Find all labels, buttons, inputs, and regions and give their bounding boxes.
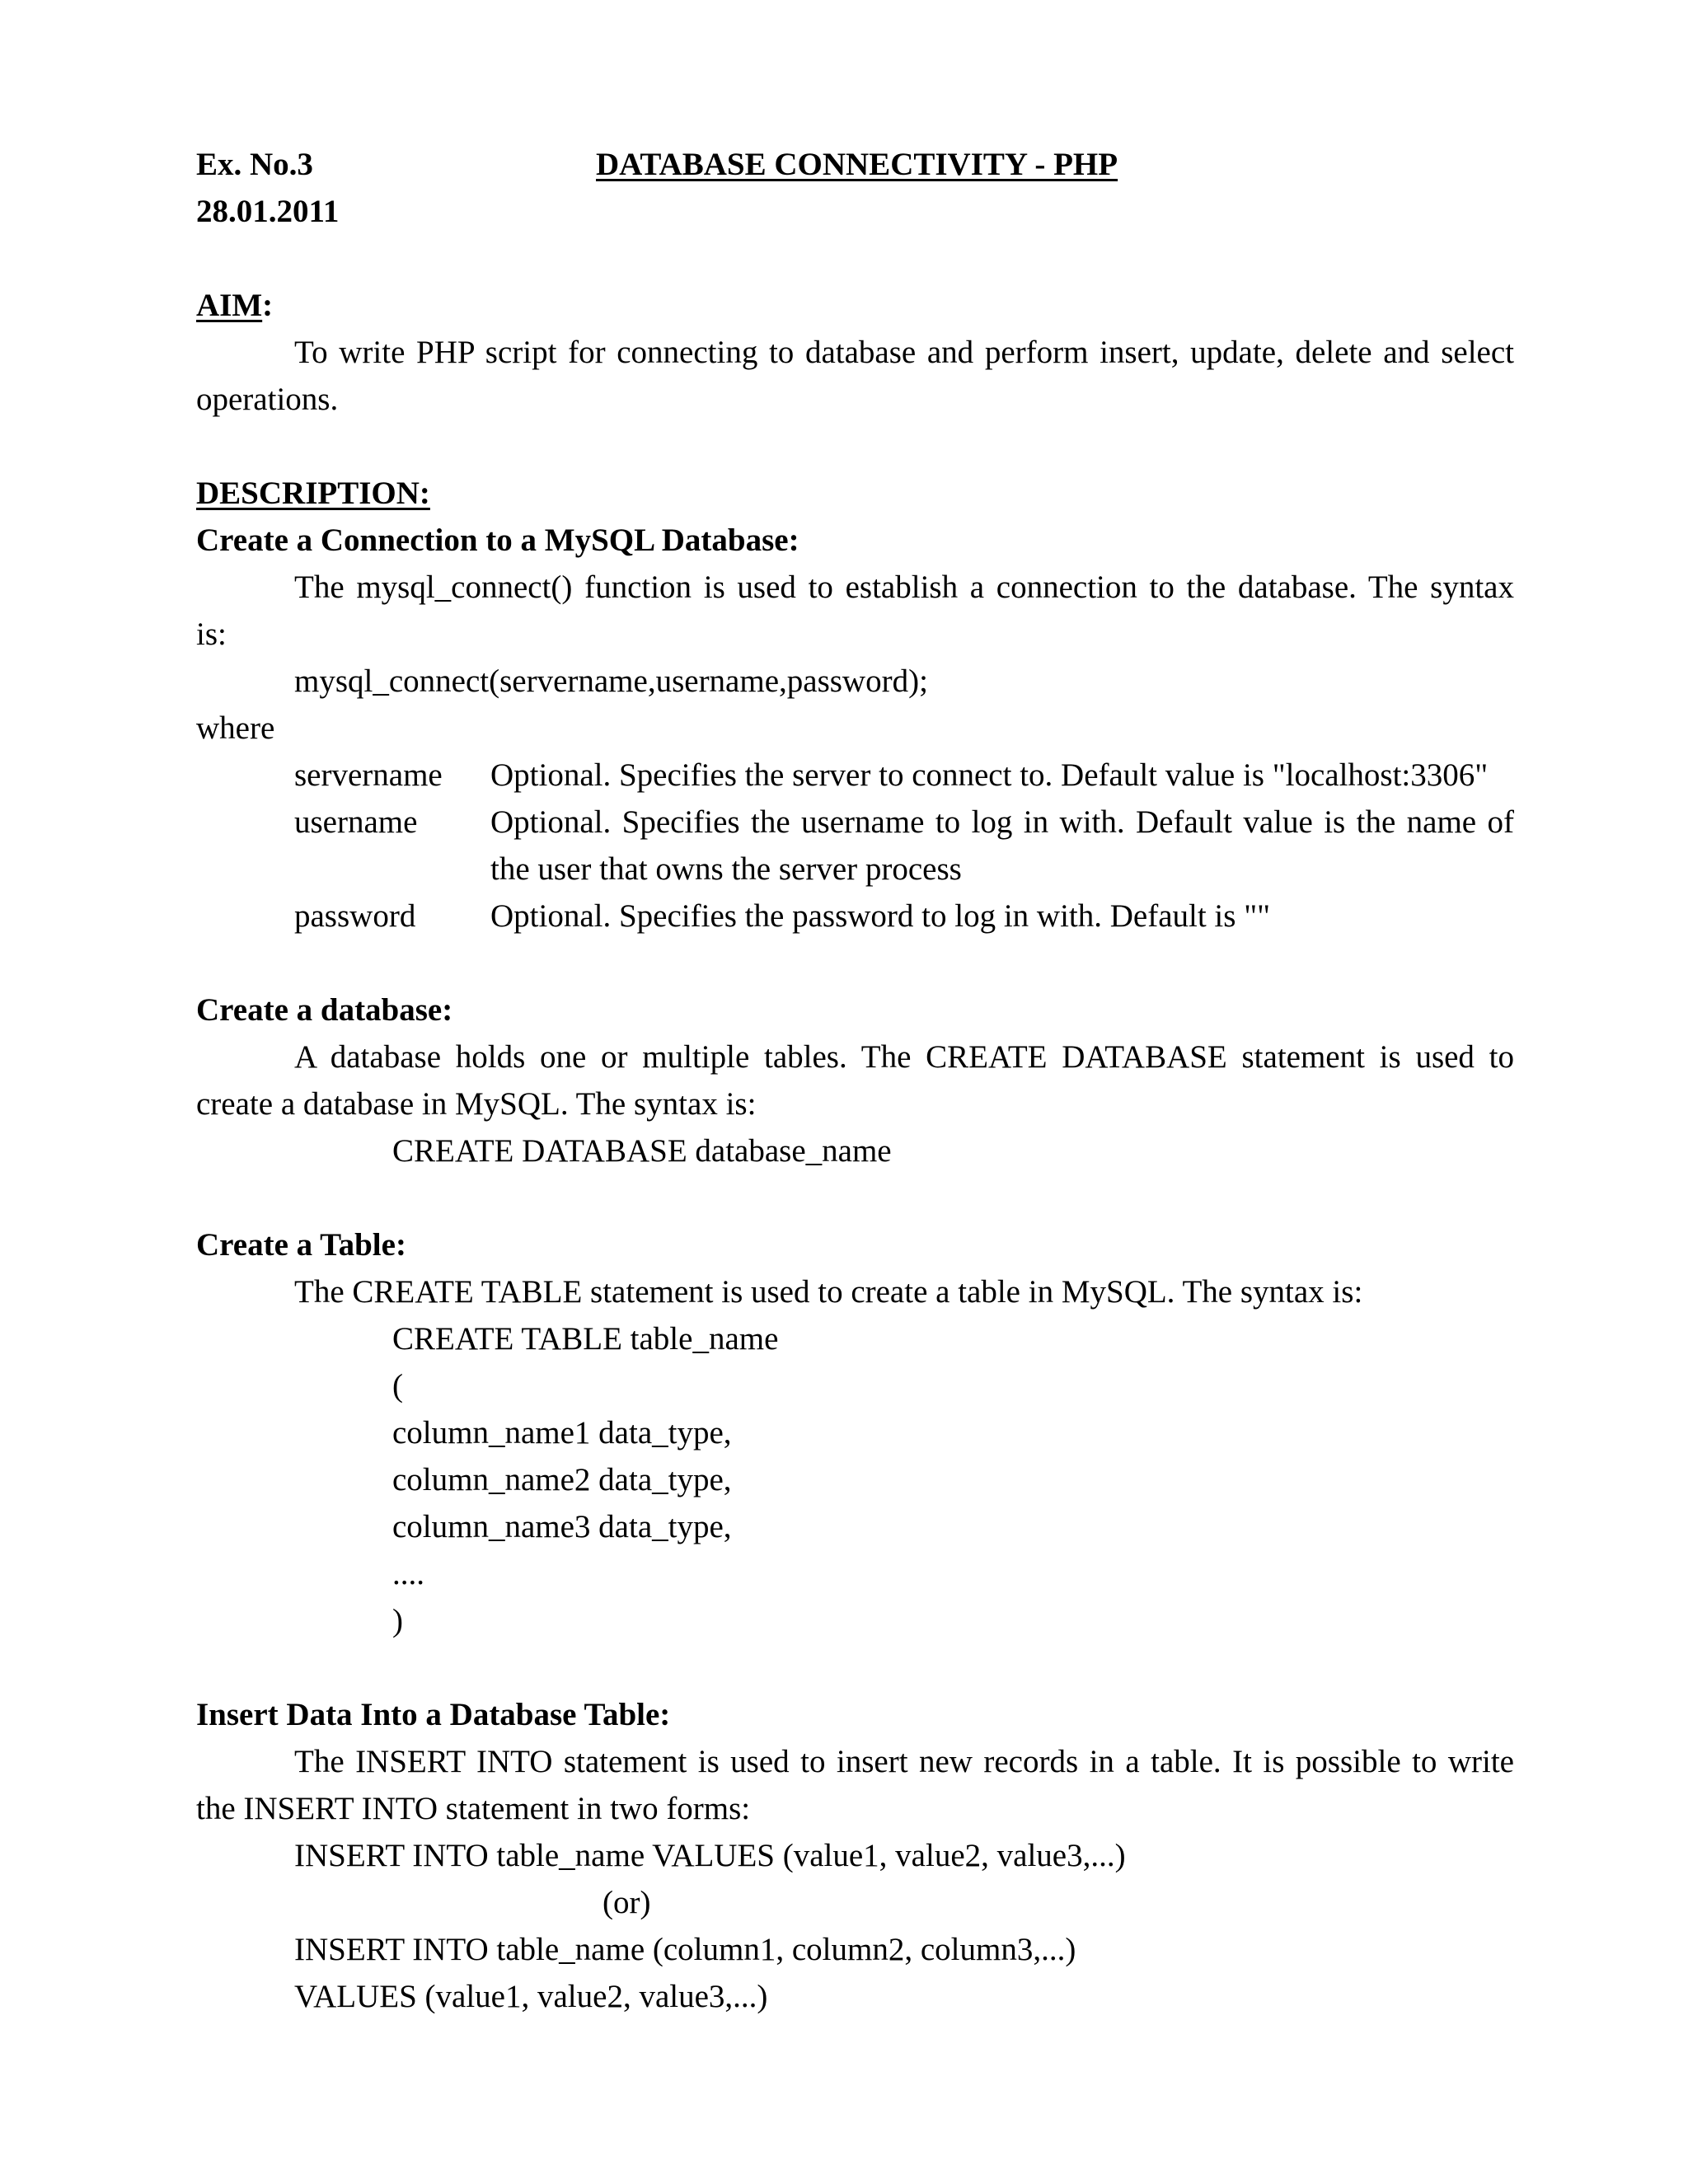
create-table-syntax-line: ( [392,1368,403,1404]
create-table-syntax-line: CREATE TABLE table_name [392,1321,779,1357]
create-table-syntax-line: column_name3 data_type, [392,1509,732,1544]
create-db-text-line1: A database holds one or multiple tables. The CREATE DATABASE statement is used to [294,1039,1514,1075]
param-desc-servername: Optional. Specifies the server to connect to. Default value is "localhost:3306" [490,757,1489,793]
param-name-username: username [294,804,418,840]
insert-heading: Insert Data Into a Database Table: [196,1697,671,1732]
create-table-text: The CREATE TABLE statement is used to create a table in MySQL. The syntax is: [294,1274,1363,1310]
insert-text-line2: the INSERT INTO statement in two forms: [196,1791,751,1826]
insert-text-line1: The INSERT INTO statement is used to insert new records in a table. It is possible to write [294,1744,1514,1779]
aim-heading [196,282,273,329]
create-table-syntax-line: .... [392,1556,424,1591]
connection-text-line2: is: [196,616,227,652]
create-table-syntax-line: column_name1 data_type, [392,1415,732,1451]
create-db-text-line2: create a database in MySQL. The syntax is: [196,1086,757,1122]
insert-or: (or) [603,1885,651,1920]
create-db-syntax: CREATE DATABASE database_name [392,1133,892,1169]
param-desc-username-line1: Optional. Specifies the username to log in with. Default value is the name of [490,804,1514,840]
aim-heading-text: AIM [196,288,263,323]
param-desc-username-line2: the user that owns the server process [490,851,962,887]
connection-text-line1: The mysql_connect() function is used to establish a connection to the database. The syntax [294,569,1514,605]
page-title: DATABASE CONNECTIVITY - PHP [596,147,1118,182]
param-name-password: password [294,898,416,934]
connection-where: where [196,710,275,746]
connection-syntax: mysql_connect(servername,username,password); [294,663,928,699]
create-db-heading: Create a database: [196,992,453,1028]
exercise-date: 28.01.2011 [196,194,340,229]
aim-heading-colon: : [262,288,274,323]
create-table-heading: Create a Table: [196,1227,406,1263]
aim-text-line1: To write PHP script for connecting to database and perform insert, update, delete and select [294,335,1514,370]
insert-form1: INSERT INTO table_name VALUES (value1, value2, value3,...) [294,1838,1126,1873]
create-table-syntax-line: column_name2 data_type, [392,1462,732,1497]
create-table-syntax-line: ) [392,1603,403,1638]
aim-text-line2: operations. [196,382,339,417]
insert-form2-line1: INSERT INTO table_name (column1, column2, column3,...) [294,1932,1076,1967]
exercise-number: Ex. No.3 [196,147,313,182]
connection-heading: Create a Connection to a MySQL Database: [196,523,799,558]
description-heading: DESCRIPTION: [196,476,430,511]
param-desc-password: Optional. Specifies the password to log in with. Default is "" [490,898,1271,934]
param-name-servername: servername [294,757,443,793]
insert-form2-line2: VALUES (value1, value2, value3,...) [294,1979,768,2014]
